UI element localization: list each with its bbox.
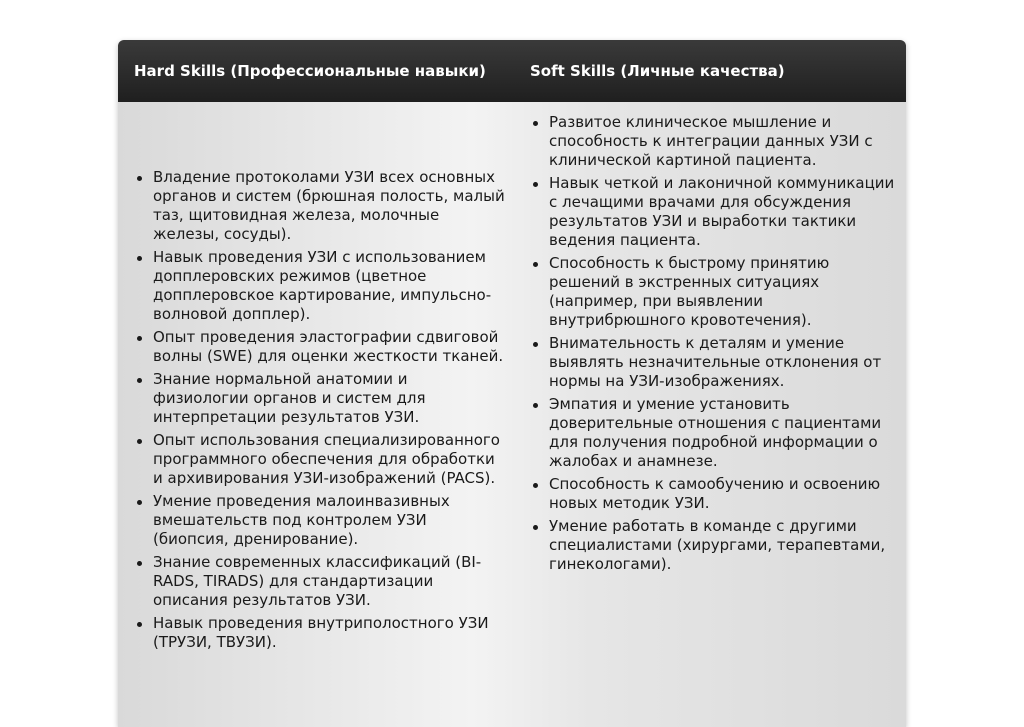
list-item: Опыт проведения эластографии сдвиговой волны (SWE) для оценки жесткости тканей. xyxy=(153,328,506,366)
list-item: Опыт использования специализированного программного обеспечения для обработки и архивирования УЗИ-изображений (PACS). xyxy=(153,431,506,488)
list-item: Эмпатия и умение установить доверительные отношения с пациентами для получения подробной информации о жалобах и анамнезе. xyxy=(549,395,896,471)
soft-skills-cell xyxy=(514,102,906,727)
list-item: Навык четкой и лаконичной коммуникации с лечащими врачами для обсуждения результатов УЗИ и выработки тактики ведения пациента. xyxy=(549,174,895,249)
list-item: Развитое клиническое мышление и способность к интеграции данных УЗИ с клинической картиной пациента. xyxy=(549,113,896,170)
list-item: Знание нормальной анатомии и физиологии органов и систем для интерпретации результатов УЗИ. xyxy=(153,370,506,427)
hard-skills-list xyxy=(134,168,506,656)
header-hard-skills: Hard Skills (Профессиональные навыки) xyxy=(134,61,486,80)
table-body xyxy=(118,102,906,727)
table-header xyxy=(118,40,906,102)
hard-skills-cell xyxy=(118,102,514,727)
skills-table xyxy=(118,40,906,727)
list-item: Умение проведения малоинвазивных вмешательств под контролем УЗИ (биопсия, дренирование). xyxy=(153,492,506,549)
list-item: Навык проведения внутриполостного УЗИ (ТРУЗИ, ТВУЗИ). xyxy=(153,614,506,652)
soft-skills-list xyxy=(530,113,896,578)
list-item: Способность к быстрому принятию решений в экстренных ситуациях (например, при выявлении внутрибрюшного кровотечения). xyxy=(549,254,896,330)
header-soft-skills: Soft Skills (Личные качества) xyxy=(530,61,785,80)
list-item: Умение работать в команде с другими специалистами (хирургами, терапевтами, гинекологами). xyxy=(549,517,896,574)
list-item: Внимательность к деталям и умение выявлять незначительные отклонения от нормы на УЗИ-изображениях. xyxy=(549,334,896,391)
list-item: Навык проведения УЗИ с использованием допплеровских режимов (цветное допплеровское картирование, импульсно-волновой допплер). xyxy=(153,248,506,324)
list-item: Владение протоколами УЗИ всех основных органов и систем (брюшная полость, малый таз, щитовидная железа, молочные железы, сосуды). xyxy=(153,167,505,243)
list-item: Способность к самообучению и освоению новых методик УЗИ. xyxy=(549,475,896,513)
list-item: Знание современных классификаций (BI-RADS, TIRADS) для стандартизации описания результатов УЗИ. xyxy=(153,553,506,610)
